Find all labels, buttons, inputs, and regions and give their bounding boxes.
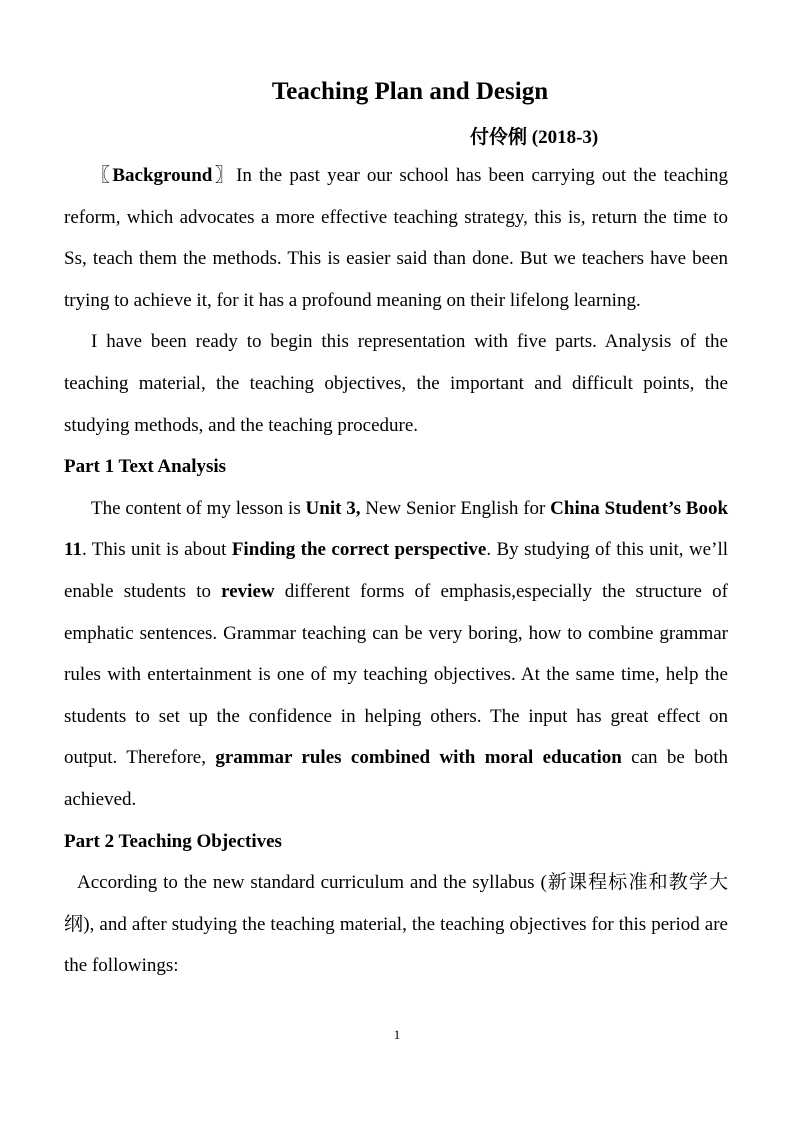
part1-heading: Part 1 Text Analysis <box>64 456 227 478</box>
part1-paragraph <box>64 488 728 821</box>
background-text: In the past year our school has been carrying out the teaching reform, which advocates a more effective teaching strategy, this is, return the time to Ss, teach them the methods. This is easier said than done. But we teachers have been trying to achieve it, for it has a profound meaning on their lifelong learning. <box>64 165 728 311</box>
page-title: Teaching Plan and Design <box>271 78 549 105</box>
part1-text-1: The content of my lesson is <box>91 497 306 519</box>
part1-bold-grammar: grammar rules combined with moral education <box>215 747 622 769</box>
part1-bold-book: China Student’s Book 11 <box>64 497 729 561</box>
part1-bold-unit: Unit 3, <box>305 497 361 519</box>
page-number: 1 <box>393 1027 401 1042</box>
document-body <box>64 155 728 987</box>
part1-text-2: New Senior English for <box>360 497 551 519</box>
part1-bold-topic: Finding the correct perspective <box>231 539 487 561</box>
part2-heading: Part 2 Teaching Objectives <box>64 830 282 852</box>
part1-text-6: can be both achieved. <box>64 747 728 810</box>
part1-text-3: . This unit is about <box>81 539 232 561</box>
background-label: Background <box>112 165 213 186</box>
author-date: 付伶俐 (2018-3) <box>470 127 599 148</box>
bracket-close: 〗 <box>212 165 237 186</box>
part1-text-5: different forms of emphasis,especially the structure of emphatic sentences. Grammar teaching can be very boring, how to combine grammar rules with entertainment is one of my teaching objectives. At the same time, help the students to set up the confidence in helping others. The input has great effect on output. Therefore, <box>64 580 728 769</box>
part2-paragraph: According to the new standard curriculum and the syllabus (新课程标准和教学大纲), and after studying the teaching material, the teaching objectives for this period are the followings: <box>64 872 728 977</box>
intro-paragraph: I have been ready to begin this representation with five parts. Analysis of the teaching material, the teaching objectives, the important and difficult points, the studying methods, and the teaching procedure. <box>64 331 728 436</box>
part1-text-4: . By studying of this unit, we’ll enable students to <box>64 539 728 602</box>
background-paragraph <box>64 155 728 321</box>
part1-bold-review: review <box>221 580 275 602</box>
bracket-open: 〖 <box>91 165 113 186</box>
